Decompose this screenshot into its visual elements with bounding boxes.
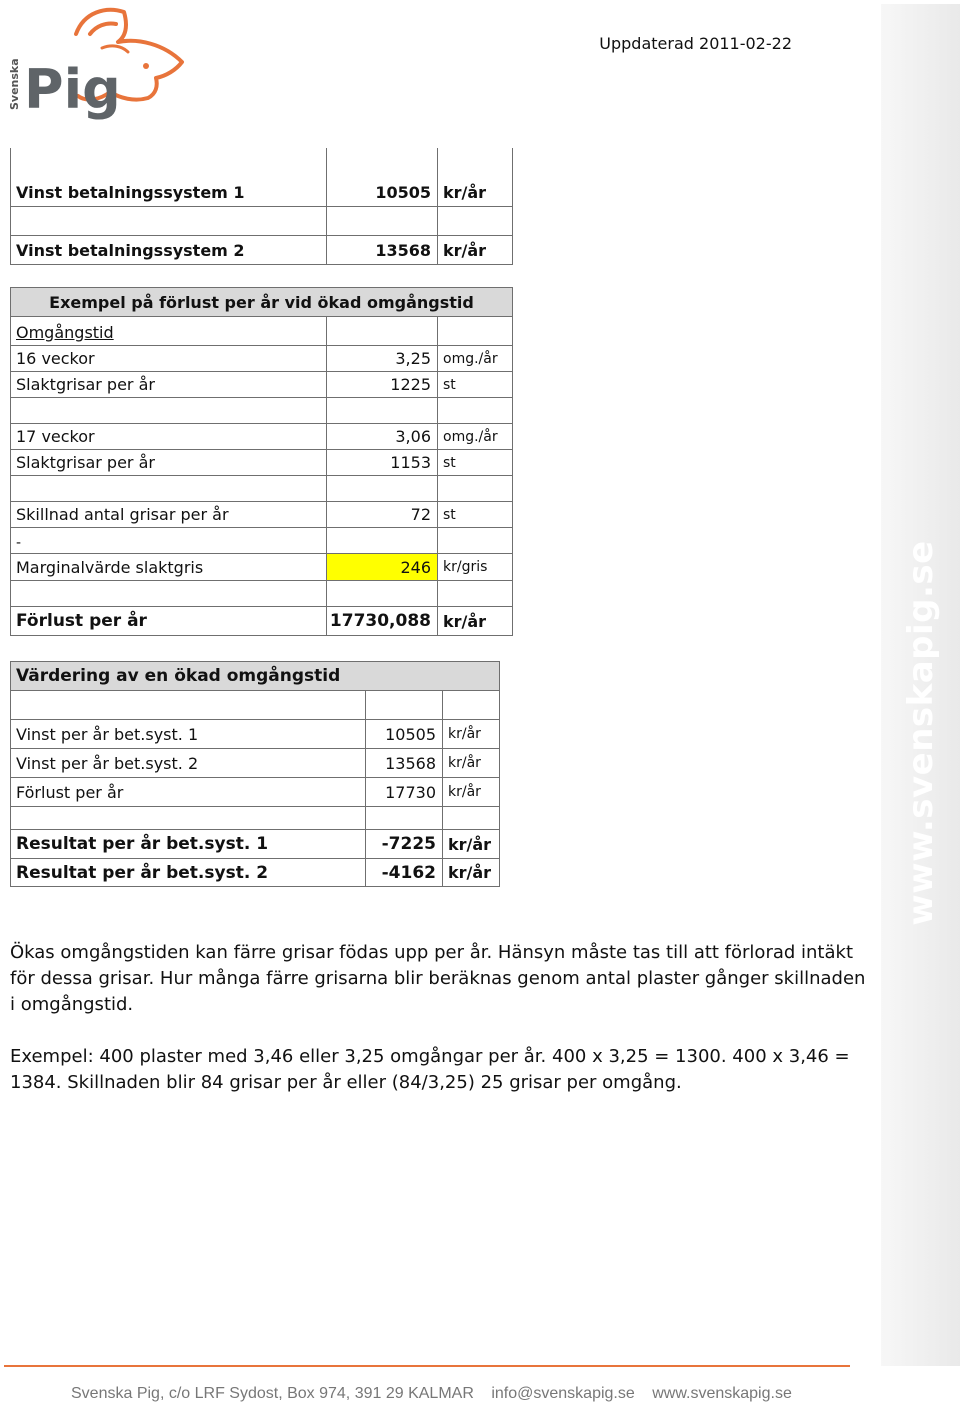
svg-text:Svenska: Svenska [8,58,21,110]
table-row-value: 1225 [390,375,431,394]
result-row-value: -4162 [381,862,436,883]
footer-email-link[interactable]: info@svenskapig.se [491,1385,635,1402]
table-row-value: 10505 [385,724,436,744]
table-row-label: Vinst betalningssystem 2 [16,241,245,260]
result-row-label: Resultat per år bet.syst. 2 [16,862,269,883]
forlust-value: 17730,088 [329,611,431,631]
result-row-label: Resultat per år bet.syst. 1 [16,834,269,854]
pig-head-logo-icon [6,4,186,126]
table-row-value: 1153 [390,453,431,472]
side-url: www.svenskapig.se [901,540,941,926]
table-row-unit: omg./år [443,350,498,367]
footer [71,1385,805,1403]
dash-mark: - [16,535,22,551]
table-row-value: 13568 [385,753,436,773]
explanation-paragraph: Ökas omgångstiden kan färre grisar födas upp per år. Hänsyn måste tas till att förlorad intäkt för dessa grisar. Hur många färre grisarna blir beräknas genom antal plaster gånger skillnaden i omgångstid. [10,942,866,1015]
example-paragraph: Exempel: 400 plaster med 3,46 eller 3,25 omgångar per år. 400 x 3,25 = 1300. 400 x 3,46 = 1384. Skillnaden blir 84 grisar per år eller (84/3,25) 25 grisar per omgång. [10,1046,850,1093]
table-row-value: 13568 [375,241,431,260]
footer-divider [4,1365,850,1367]
omgangstid-label: Omgångstid [16,322,114,342]
updated-date: Uppdaterad 2011-02-22 [599,34,792,53]
table-row-label: 16 veckor [16,349,95,368]
table-row-label: Vinst per år bet.syst. 2 [16,753,199,773]
table-row-value: 10505 [375,183,431,202]
forlust-label: Förlust per år [16,611,147,631]
result-row-unit: kr/år [448,863,492,882]
table-row-unit: kr/år [448,784,481,800]
footer-web-link[interactable]: www.svenskapig.se [652,1385,792,1402]
svenska-pig-logo [6,4,186,126]
table-row-value: 3,25 [395,349,431,368]
table-row-label: Marginalvärde slaktgris [16,557,204,577]
table-row-value: 3,06 [395,427,431,446]
table-row-label: Slaktgrisar per år [16,375,155,394]
table-row-label: Förlust per år [16,782,124,802]
table-row-value: 17730 [385,782,436,802]
table-row-label: Vinst per år bet.syst. 1 [16,724,199,744]
table-row-label: Skillnad antal grisar per år [16,505,229,524]
table-row-unit: kr/år [443,241,487,260]
table-row-unit: st [443,506,456,523]
result-row-value: -7225 [381,834,436,854]
table-row-label: Vinst betalningssystem 1 [16,183,245,202]
svg-text:Pig: Pig [24,58,121,121]
table-row-unit: st [443,454,456,471]
table-row-unit: kr/gris [443,559,488,575]
table-row-value: 246 [400,557,431,577]
forlust-unit: kr/år [443,611,487,631]
table-row-unit: st [443,376,456,393]
footer-address: Svenska Pig, c/o LRF Sydost, Box 974, 391 29 KALMAR [71,1385,474,1402]
table-row-label: Slaktgrisar per år [16,453,155,472]
vardering-title: Värdering av en ökad omgångstid [16,666,341,686]
table-row-unit: kr/år [448,726,481,742]
result-row-unit: kr/år [448,834,492,854]
exempel-title: Exempel på förlust per år vid ökad omgångstid [49,292,474,312]
table-row-value: 72 [410,505,431,524]
table-row-unit: kr/år [448,755,481,771]
table-row-unit: omg./år [443,428,498,445]
table-row-unit: kr/år [443,183,487,202]
table-row-label: 17 veckor [16,427,95,446]
